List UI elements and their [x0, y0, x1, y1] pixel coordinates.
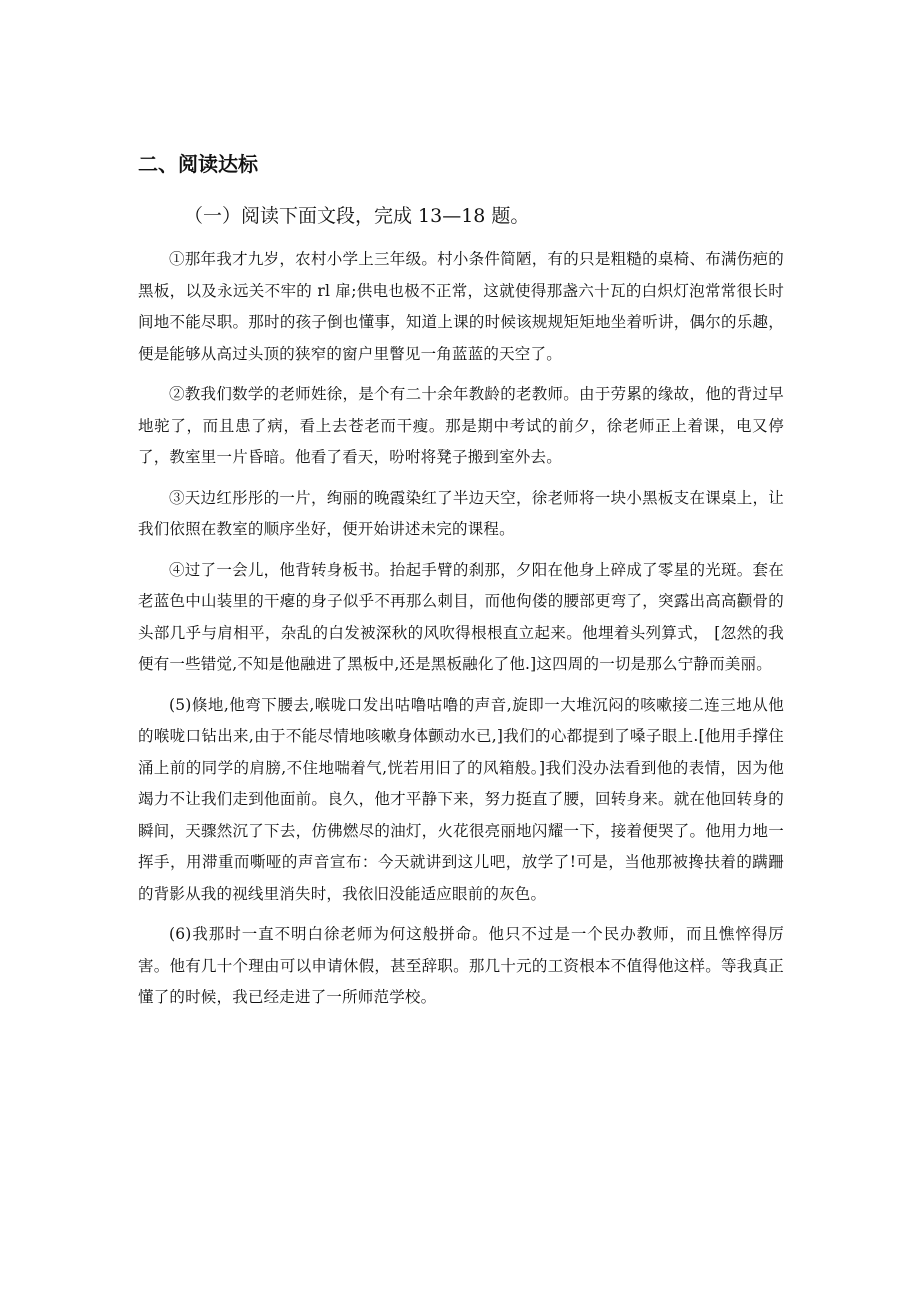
paragraph-text: 倏地,他弯下腰去,喉咙口发出咕噜咕噜的声音,旋即一大堆沉闷的咳嗽接二连三地从他的喉咙口钻出来,由于不能尽情地咳嗽身体颤动水已,]我们的心都提到了嗓子眼上.[他用手撑住涌上前的同学的肩膀,不住地喘着气,恍若用旧了的风箱般。]我们没办法看到他的表情，因为他竭力不让我们走到他面前。良久，他才平静下来，努力挺直了腰，回转身来。就在他回转身的瞬间，天骤然沉了下去，仿佛燃尽的油灯，火花很亮丽地闪耀一下，接着便哭了。他用力地一挥手，用滞重而嘶哑的声音宣布：今天就讲到这儿吧，放学了!可是，当他那被搀扶着的蹒跚的背影从我的视线里消失时，我依旧没能适应眼前的灰色。: [138, 695, 784, 903]
paragraph-text: 天边红彤彤的一片，绚丽的晚霞染红了半边天空，徐老师将一块小黑板支在课桌上，让我们依照在教室的顺序坐好，便开始讲述未完的课程。: [138, 488, 785, 538]
paragraph-6: [138, 919, 784, 1014]
paragraph-1: [138, 244, 784, 370]
paragraph-marker: (5): [169, 695, 192, 714]
paragraph-marker: ①: [169, 250, 185, 268]
paragraph-5: [138, 690, 784, 911]
paragraph-2: [138, 379, 784, 474]
paragraph-marker: ②: [169, 385, 185, 403]
paragraph-4: [138, 555, 784, 681]
paragraph-marker: ③: [169, 488, 185, 507]
paragraph-text: 教我们数学的老师姓徐，是个有二十余年教龄的老教师。由于劳累的缘故，他的背过早地驼了，而且患了病，看上去苍老而干瘦。那是期中考试的前夕，徐老师正上着课，电又停了，教室里一片昏暗。他看了看天，吩咐将凳子搬到室外去。: [138, 385, 785, 466]
paragraph-3: [138, 483, 784, 546]
paragraph-text: 过了一会儿，他背转身板书。抬起手臂的刹那，夕阳在他身上碎成了零星的光斑。套在老蓝色中山装里的干瘪的身子似乎不再那么刺目，而他佝偻的腰部更弯了，突露出高高颧骨的头部几乎与肩相平，杂乱的白发被深秋的风吹得根根直立起来。他埋着头列算式， [忽然的我便有一些错觉,不知是他融进了黑板中,还是黑板融化了他.]这四周的一切是那么宁静而美丽。: [138, 560, 785, 673]
paragraph-text: 那年我才九岁，农村小学上三年级。村小条件简陋，有的只是粗糙的桌椅、布满伤疤的黑板，以及永远关不牢的 rl 扉;供电也极不正常，这就使得那盏六十瓦的白炽灯泡常常很长时间地不能尽职。那时的孩子倒也懂事，知道上课的时候该规规矩矩地坐着听讲，偶尔的乐趣，便是能够从高过头顶的狭窄的窗户里瞥见一角蓝蓝的天空了。: [138, 250, 785, 363]
paragraph-marker: (6): [169, 925, 192, 943]
paragraph-marker: ④: [169, 560, 185, 579]
passage-body: [138, 244, 784, 1023]
paragraph-text: 我那时一直不明白徐老师为何这般拼命。他只不过是一个民办教师，而且憔悴得厉害。他有几十个理由可以申请休假，甚至辞职。那几十元的工资根本不值得他这样。等我真正懂了的时候，我已经走进了一所师范学校。: [138, 925, 784, 1006]
passage-heading: （一）阅读下面文段，完成 13—18 题。: [184, 205, 530, 227]
section-title: 二、阅读达标: [138, 152, 258, 176]
